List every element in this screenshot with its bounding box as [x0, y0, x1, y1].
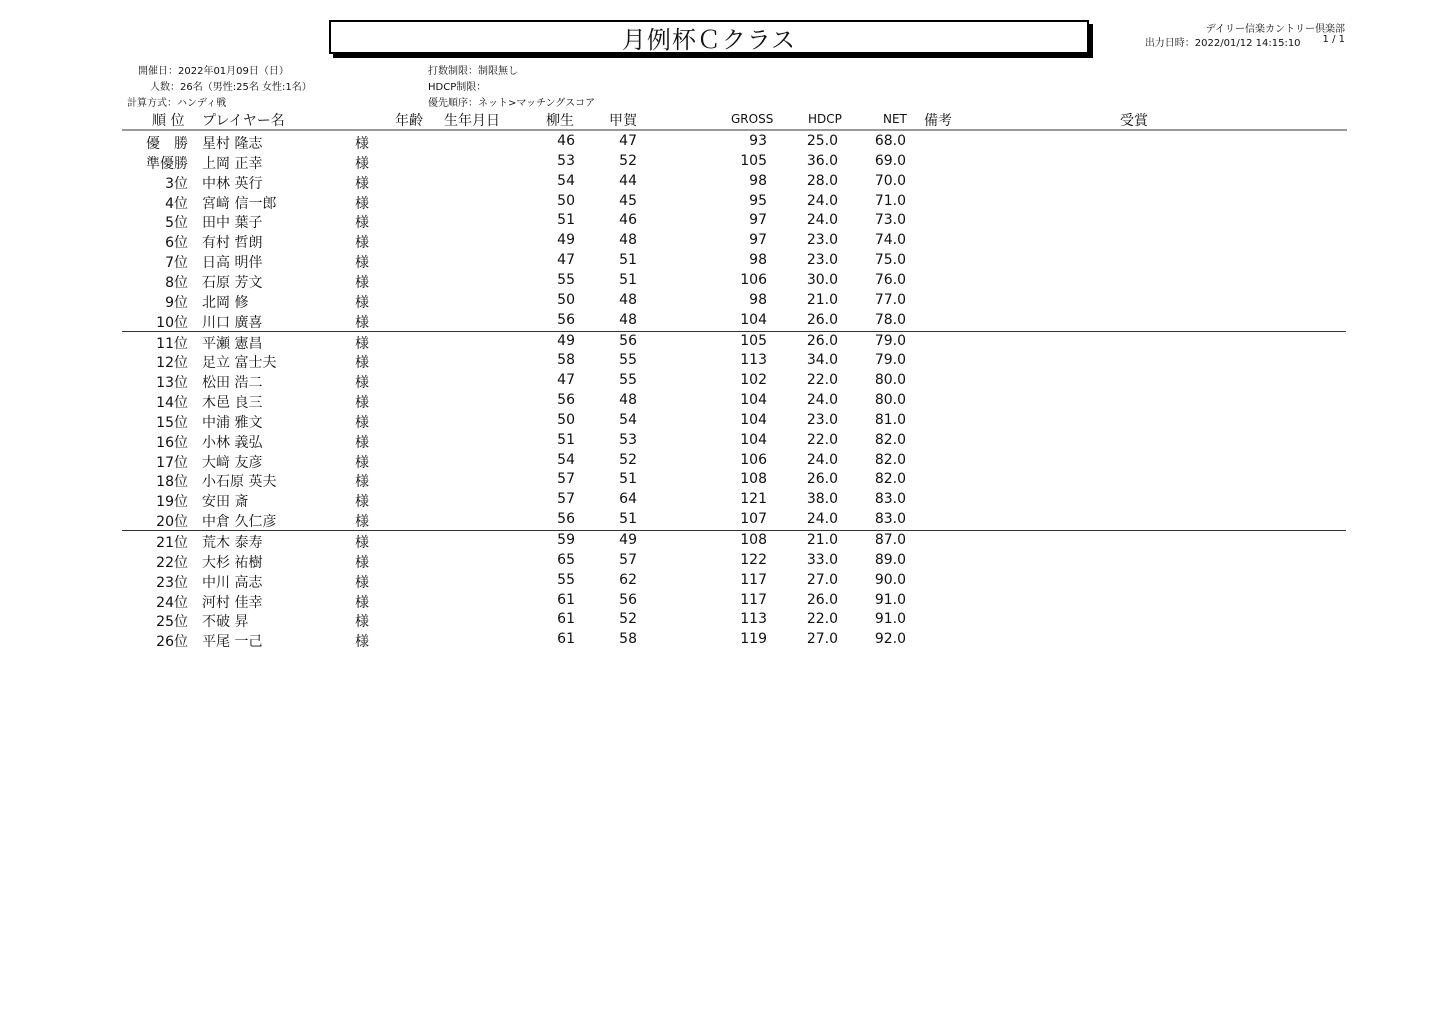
course-1-score: 65	[557, 551, 575, 568]
header-hdcp: HDCP	[808, 112, 842, 126]
header-net: NET	[883, 112, 907, 126]
honorific: 様	[355, 314, 369, 331]
table-row	[0, 571, 1433, 591]
course-1-score: 50	[557, 192, 575, 209]
player-name: 上岡 正幸	[202, 155, 263, 172]
honorific: 様	[355, 195, 369, 212]
rank-cell: 9位	[165, 294, 188, 311]
hdcp-value: 21.0	[806, 291, 838, 308]
print-datetime: 出力日時：2022/01/12 14:15:10	[1144, 38, 1301, 49]
course-1-score: 59	[557, 532, 575, 548]
rank-cell: 5位	[165, 215, 188, 232]
course-1-score: 57	[557, 471, 575, 488]
hdcp-value: 33.0	[806, 551, 838, 568]
course-2-score: 48	[619, 232, 637, 249]
gross-score: 98	[749, 291, 767, 308]
player-name: 安田 斎	[202, 494, 249, 511]
net-score: 73.0	[874, 212, 906, 229]
table-row	[0, 431, 1433, 451]
honorific: 様	[355, 454, 369, 471]
course-2-score: 52	[619, 611, 637, 628]
net-score: 89.0	[874, 551, 906, 568]
course-2-score: 55	[619, 372, 637, 389]
gross-score: 107	[740, 511, 767, 528]
player-name: 大﨑 友彦	[202, 454, 263, 471]
hdcp-value: 25.0	[806, 133, 838, 149]
header-age: 年齢	[395, 113, 423, 129]
table-row	[0, 371, 1433, 391]
rank-cell: 22位	[156, 554, 188, 571]
course-2-score: 58	[619, 631, 637, 648]
net-score: 77.0	[874, 291, 906, 308]
hdcp-value: 28.0	[806, 172, 838, 189]
course-1-score: 61	[557, 591, 575, 608]
gross-score: 97	[749, 232, 767, 249]
course-1-score: 61	[557, 611, 575, 628]
rank-cell: 10位	[156, 314, 188, 331]
table-row	[0, 291, 1433, 311]
rank-cell: 21位	[156, 535, 188, 551]
player-name: 松田 浩二	[202, 375, 263, 392]
rank-cell: 8位	[165, 274, 188, 291]
net-score: 80.0	[874, 392, 906, 409]
gross-score: 106	[740, 451, 767, 468]
player-name: 中川 高志	[202, 574, 263, 591]
hdcp-value: 23.0	[806, 411, 838, 428]
honorific: 様	[355, 514, 369, 531]
honorific: 様	[355, 614, 369, 631]
table-row	[0, 351, 1433, 371]
net-score: 75.0	[874, 252, 906, 269]
player-name: 中浦 雅文	[202, 414, 263, 431]
report-title: 月例杯Ｃクラス	[329, 20, 1089, 54]
rank-cell: 26位	[156, 634, 188, 651]
table-row	[0, 451, 1433, 471]
net-score: 79.0	[874, 352, 906, 369]
course-2-score: 48	[619, 392, 637, 409]
honorific: 様	[355, 395, 369, 412]
table-row	[0, 391, 1433, 411]
net-score: 90.0	[874, 571, 906, 588]
gross-score: 108	[740, 471, 767, 488]
stroke-limit: 打数制限：制限無し	[428, 66, 518, 77]
gross-score: 104	[740, 392, 767, 409]
hdcp-value: 21.0	[806, 532, 838, 548]
table-row	[0, 510, 1433, 530]
rank-cell: 18位	[156, 474, 188, 491]
player-name: 中倉 久仁彦	[202, 514, 277, 531]
header-award: 受賞	[1120, 113, 1148, 129]
rank-cell: 4位	[165, 195, 188, 212]
player-name: 平尾 一己	[202, 634, 263, 651]
gross-score: 102	[740, 372, 767, 389]
gross-score: 122	[740, 551, 767, 568]
course-1-score: 50	[557, 291, 575, 308]
course-1-score: 56	[557, 511, 575, 528]
player-name: 川口 廣喜	[202, 314, 263, 331]
net-score: 82.0	[874, 451, 906, 468]
table-row	[0, 251, 1433, 271]
course-1-score: 55	[557, 571, 575, 588]
net-score: 74.0	[874, 232, 906, 249]
rank-cell: 15位	[156, 414, 188, 431]
hdcp-value: 22.0	[806, 372, 838, 389]
player-name: 北岡 修	[202, 294, 249, 311]
header-divider	[122, 129, 1347, 131]
honorific: 様	[355, 355, 369, 372]
table-row	[0, 132, 1433, 152]
honorific: 様	[355, 155, 369, 172]
net-score: 71.0	[874, 192, 906, 209]
player-name: 足立 富士夫	[202, 355, 277, 372]
header-course-2: 甲賀	[609, 113, 637, 129]
rank-cell: 11位	[156, 335, 188, 352]
course-2-score: 62	[619, 571, 637, 588]
header-rank: 順 位	[152, 113, 185, 129]
hdcp-value: 23.0	[806, 232, 838, 249]
priority-order: 優先順序：ネット>マッチングスコア	[428, 98, 596, 109]
course-2-score: 52	[619, 451, 637, 468]
net-score: 68.0	[874, 133, 906, 149]
hdcp-value: 24.0	[806, 192, 838, 209]
hdcp-value: 36.0	[806, 152, 838, 169]
course-1-score: 54	[557, 172, 575, 189]
course-1-score: 57	[557, 491, 575, 508]
honorific: 様	[355, 294, 369, 311]
table-row	[0, 332, 1433, 352]
table-row	[0, 271, 1433, 291]
course-1-score: 47	[557, 372, 575, 389]
gross-score: 121	[740, 491, 767, 508]
hdcp-value: 24.0	[806, 511, 838, 528]
net-score: 81.0	[874, 411, 906, 428]
gross-score: 104	[740, 311, 767, 328]
hdcp-value: 30.0	[806, 271, 838, 288]
honorific: 様	[355, 474, 369, 491]
rank-cell: 20位	[156, 514, 188, 531]
honorific: 様	[355, 175, 369, 192]
course-2-score: 52	[619, 152, 637, 169]
gross-score: 108	[740, 532, 767, 548]
honorific: 様	[355, 554, 369, 571]
course-1-score: 58	[557, 352, 575, 369]
hdcp-value: 26.0	[806, 332, 838, 349]
course-2-score: 46	[619, 212, 637, 229]
hdcp-value: 24.0	[806, 392, 838, 409]
honorific: 様	[355, 434, 369, 451]
hdcp-value: 26.0	[806, 591, 838, 608]
net-score: 79.0	[874, 332, 906, 349]
rank-cell: 16位	[156, 434, 188, 451]
calc-method: 計算方式：ハンディ戦	[127, 98, 227, 109]
table-row	[0, 551, 1433, 571]
hdcp-value: 38.0	[806, 491, 838, 508]
course-2-score: 49	[619, 532, 637, 548]
net-score: 78.0	[874, 311, 906, 328]
course-2-score: 51	[619, 252, 637, 269]
player-name: 中林 英行	[202, 175, 263, 192]
table-row	[0, 211, 1433, 231]
table-row	[0, 610, 1433, 630]
net-score: 69.0	[874, 152, 906, 169]
table-row	[0, 470, 1433, 490]
player-name: 平瀬 憲昌	[202, 335, 263, 352]
hdcp-value: 22.0	[806, 431, 838, 448]
course-1-score: 56	[557, 392, 575, 409]
honorific: 様	[355, 535, 369, 551]
header-birthdate: 生年月日	[444, 113, 500, 129]
net-score: 76.0	[874, 271, 906, 288]
rank-cell: 準優勝	[146, 155, 188, 172]
rank-cell: 23位	[156, 574, 188, 591]
gross-score: 113	[740, 352, 767, 369]
hdcp-value: 26.0	[806, 471, 838, 488]
table-row	[0, 311, 1433, 331]
honorific: 様	[355, 634, 369, 651]
hdcp-value: 23.0	[806, 252, 838, 269]
gross-score: 104	[740, 431, 767, 448]
table-row	[0, 192, 1433, 212]
course-2-score: 55	[619, 352, 637, 369]
gross-score: 104	[740, 411, 767, 428]
course-2-score: 64	[619, 491, 637, 508]
rank-cell: 24位	[156, 594, 188, 611]
honorific: 様	[355, 255, 369, 272]
net-score: 83.0	[874, 511, 906, 528]
participant-count: 人数：26名（男性:25名 女性:1名）	[150, 82, 312, 93]
gross-score: 97	[749, 212, 767, 229]
course-2-score: 53	[619, 431, 637, 448]
course-1-score: 49	[557, 332, 575, 349]
table-row	[0, 172, 1433, 192]
event-date: 開催日：2022年01月09日（日）	[138, 66, 289, 77]
course-2-score: 56	[619, 591, 637, 608]
player-name: 石原 芳文	[202, 274, 263, 291]
player-name: 河村 佳幸	[202, 594, 263, 611]
table-row	[0, 531, 1433, 551]
header-player: プレイヤー名	[202, 113, 285, 129]
honorific: 様	[355, 414, 369, 431]
course-2-score: 56	[619, 332, 637, 349]
player-name: 小石原 英夫	[202, 474, 277, 491]
rank-cell: 12位	[156, 355, 188, 372]
net-score: 92.0	[874, 631, 906, 648]
table-row	[0, 152, 1433, 172]
net-score: 91.0	[874, 591, 906, 608]
player-name: 小林 義弘	[202, 434, 263, 451]
course-2-score: 48	[619, 311, 637, 328]
player-name: 田中 葉子	[202, 215, 263, 232]
hdcp-value: 26.0	[806, 311, 838, 328]
gross-score: 119	[740, 631, 767, 648]
header-notes: 備考	[924, 113, 952, 129]
print-info	[1145, 34, 1345, 49]
rank-cell: 17位	[156, 454, 188, 471]
rank-cell: 7位	[165, 255, 188, 272]
honorific: 様	[355, 136, 369, 152]
table-row	[0, 490, 1433, 510]
net-score: 82.0	[874, 471, 906, 488]
rank-cell: 優 勝	[146, 136, 188, 152]
player-name: 星村 隆志	[202, 136, 263, 152]
table-row	[0, 411, 1433, 431]
club-name: デイリー信楽カントリー倶楽部	[1205, 24, 1345, 35]
honorific: 様	[355, 375, 369, 392]
hdcp-limit: HDCP制限：	[428, 82, 487, 93]
table-row	[0, 630, 1433, 650]
course-1-score: 51	[557, 431, 575, 448]
rank-cell: 6位	[165, 235, 188, 252]
table-row	[0, 591, 1433, 611]
player-name: 不破 昇	[202, 614, 249, 631]
hdcp-value: 24.0	[806, 212, 838, 229]
net-score: 83.0	[874, 491, 906, 508]
course-1-score: 49	[557, 232, 575, 249]
player-name: 大杉 祐樹	[202, 554, 263, 571]
course-1-score: 50	[557, 411, 575, 428]
rank-cell: 25位	[156, 614, 188, 631]
net-score: 82.0	[874, 431, 906, 448]
gross-score: 117	[740, 591, 767, 608]
honorific: 様	[355, 594, 369, 611]
gross-score: 105	[740, 152, 767, 169]
course-2-score: 57	[619, 551, 637, 568]
course-1-score: 47	[557, 252, 575, 269]
hdcp-value: 22.0	[806, 611, 838, 628]
honorific: 様	[355, 335, 369, 352]
course-2-score: 54	[619, 411, 637, 428]
hdcp-value: 27.0	[806, 631, 838, 648]
net-score: 80.0	[874, 372, 906, 389]
hdcp-value: 34.0	[806, 352, 838, 369]
course-1-score: 51	[557, 212, 575, 229]
course-2-score: 47	[619, 133, 637, 149]
rank-cell: 19位	[156, 494, 188, 511]
net-score: 87.0	[874, 532, 906, 548]
header-gross: GROSS	[731, 112, 774, 126]
net-score: 91.0	[874, 611, 906, 628]
honorific: 様	[355, 274, 369, 291]
course-1-score: 56	[557, 311, 575, 328]
player-name: 木邑 良三	[202, 395, 263, 412]
player-name: 日高 明伴	[202, 255, 263, 272]
player-name: 荒木 泰寿	[202, 535, 263, 551]
header-course-1: 柳生	[546, 113, 574, 129]
gross-score: 106	[740, 271, 767, 288]
honorific: 様	[355, 215, 369, 232]
course-1-score: 61	[557, 631, 575, 648]
gross-score: 117	[740, 571, 767, 588]
honorific: 様	[355, 494, 369, 511]
course-2-score: 45	[619, 192, 637, 209]
course-1-score: 55	[557, 271, 575, 288]
gross-score: 98	[749, 252, 767, 269]
hdcp-value: 27.0	[806, 571, 838, 588]
course-1-score: 54	[557, 451, 575, 468]
rank-cell: 13位	[156, 375, 188, 392]
player-name: 宮﨑 信一郎	[202, 195, 277, 212]
rank-cell: 3位	[165, 175, 188, 192]
rank-cell: 14位	[156, 395, 188, 412]
course-2-score: 51	[619, 471, 637, 488]
honorific: 様	[355, 574, 369, 591]
hdcp-value: 24.0	[806, 451, 838, 468]
player-name: 有村 哲朗	[202, 235, 263, 252]
gross-score: 98	[749, 172, 767, 189]
gross-score: 95	[749, 192, 767, 209]
table-row	[0, 231, 1433, 251]
course-1-score: 53	[557, 152, 575, 169]
net-score: 70.0	[874, 172, 906, 189]
course-2-score: 48	[619, 291, 637, 308]
gross-score: 93	[749, 133, 767, 149]
page-number: 1 / 1	[1322, 34, 1345, 45]
course-2-score: 51	[619, 271, 637, 288]
course-2-score: 51	[619, 511, 637, 528]
gross-score: 105	[740, 332, 767, 349]
course-2-score: 44	[619, 172, 637, 189]
course-1-score: 46	[557, 133, 575, 149]
gross-score: 113	[740, 611, 767, 628]
honorific: 様	[355, 235, 369, 252]
